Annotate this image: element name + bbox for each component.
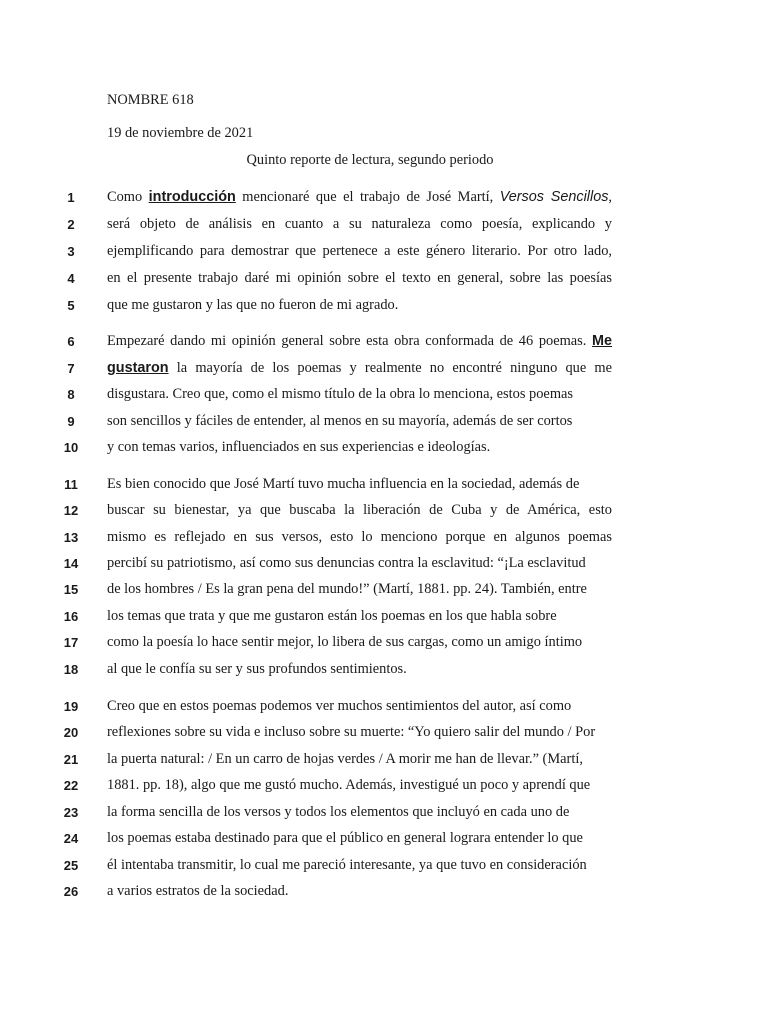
line-number: 16 — [63, 609, 79, 624]
text-line — [0, 777, 768, 804]
highlighted-word: gustaron — [107, 360, 169, 376]
line-text: buscar su bienestar, ya que buscaba la liberación de Cuba y de América, esto — [107, 502, 612, 518]
line-text: mismo es reflejado en sus versos, esto lo menciono porque en algunos poemas — [107, 529, 612, 545]
line-text: los poemas estaba destinado para que el público en general lograra entender lo que — [107, 830, 583, 846]
text-line — [0, 360, 768, 387]
text-line — [0, 270, 768, 297]
line-text: son sencillos y fáciles de entender, al menos en su mayoría, además de ser cortos — [107, 413, 573, 429]
report-date: 19 de noviembre de 2021 — [107, 125, 254, 141]
line-number: 17 — [63, 635, 79, 650]
line-text: Creo que en estos poemas podemos ver muchos sentimientos del autor, así como — [107, 698, 572, 714]
line-number: 11 — [64, 477, 78, 492]
line-number: 1 — [67, 190, 75, 205]
text-line — [0, 857, 768, 884]
line-number: 13 — [63, 530, 79, 545]
text-line — [0, 581, 768, 608]
line-number: 6 — [67, 334, 75, 349]
line-number: 12 — [63, 503, 79, 518]
line-text: al que le confía su ser y sus profundos sentimientos. — [107, 661, 407, 677]
line-number: 10 — [63, 440, 79, 455]
line-text: Empezaré dando mi opinión general sobre esta obra conformada de 46 poemas. Me — [107, 333, 612, 349]
line-number: 23 — [63, 805, 79, 820]
highlighted-word: Me — [592, 333, 612, 349]
line-number: 3 — [67, 244, 75, 259]
line-number: 2 — [67, 217, 75, 232]
text-line — [0, 724, 768, 751]
text-line — [0, 883, 768, 910]
line-number: 8 — [67, 387, 75, 402]
text-line — [0, 502, 768, 529]
book-title: Versos Sencillos — [499, 189, 609, 205]
text-line — [0, 297, 768, 324]
text-line — [0, 751, 768, 778]
text-line — [0, 243, 768, 270]
line-text: la forma sencilla de los versos y todos los elementos que incluyó en cada uno de — [107, 804, 570, 820]
line-number: 4 — [67, 271, 75, 286]
line-text: él intentaba transmitir, lo cual me pareció interesante, ya que tuvo en consideración — [107, 857, 587, 873]
text-line — [0, 634, 768, 661]
line-number: 18 — [63, 662, 79, 677]
line-text: de los hombres / Es la gran pena del mundo!” (Martí, 1881. pp. 24). También, entre — [107, 581, 587, 597]
line-number: 5 — [67, 298, 75, 313]
line-text: la puerta natural: / En un carro de hojas verdes / A morir me han de llevar.” (Martí, — [107, 751, 583, 767]
line-number: 26 — [63, 884, 79, 899]
text-line — [0, 830, 768, 857]
line-text: que me gustaron y las que no fueron de mi agrado. — [107, 297, 399, 313]
line-number: 9 — [67, 414, 75, 429]
text-line — [0, 333, 768, 360]
line-number: 14 — [63, 556, 79, 571]
line-number: 24 — [63, 831, 79, 846]
text-line — [0, 189, 768, 216]
line-text: en el presente trabajo daré mi opinión sobre el texto en general, sobre las poesías — [107, 270, 612, 286]
line-number: 22 — [63, 778, 79, 793]
student-name: NOMBRE 618 — [107, 92, 194, 108]
highlighted-word: introducción — [148, 189, 236, 205]
text-line — [0, 698, 768, 725]
line-text: Como introducción mencionaré que el trabajo de José Martí, Versos Sencillos, — [107, 189, 612, 205]
line-number: 15 — [63, 582, 79, 597]
line-text: gustaron la mayoría de los poemas y realmente no encontré ninguno que me — [107, 360, 612, 376]
line-text: ejemplificando para demostrar que pertenece a este género literario. Por otro lado, — [107, 243, 612, 259]
line-text: los temas que trata y que me gustaron están los poemas en los que habla sobre — [107, 608, 557, 624]
line-text: como la poesía lo hace sentir mejor, lo libera de sus cargas, como un amigo íntimo — [107, 634, 583, 650]
line-text: y con temas varios, influenciados en sus experiencias e ideologías. — [107, 439, 491, 455]
text-line — [0, 661, 768, 688]
text-line — [0, 608, 768, 635]
line-text: 1881. pp. 18), algo que me gustó mucho. Además, investigué un poco y aprendí que — [107, 777, 591, 793]
line-number: 19 — [63, 699, 79, 714]
text-line — [0, 529, 768, 556]
text-line — [0, 386, 768, 413]
line-text: Es bien conocido que José Martí tuvo mucha influencia en la sociedad, además de — [107, 476, 580, 492]
text-line — [0, 413, 768, 440]
line-text: percibí su patriotismo, así como sus denuncias contra la esclavitud: “¡La esclavitud — [107, 555, 586, 571]
text-line — [0, 216, 768, 243]
line-text: disgustara. Creo que, como el mismo título de la obra lo menciona, estos poemas — [107, 386, 573, 402]
line-text: a varios estratos de la sociedad. — [107, 883, 289, 899]
line-number: 25 — [63, 858, 79, 873]
line-number: 7 — [67, 361, 75, 376]
text-line — [0, 555, 768, 582]
report-title: Quinto reporte de lectura, segundo periodo — [246, 152, 494, 168]
text-line — [0, 804, 768, 831]
line-text: será objeto de análisis en cuanto a su naturaleza como poesía, explicando y — [107, 216, 612, 232]
text-line — [0, 439, 768, 466]
line-number: 20 — [63, 725, 79, 740]
text-line — [0, 476, 768, 503]
line-text: reflexiones sobre su vida e incluso sobre su muerte: “Yo quiero salir del mundo / Por — [107, 724, 596, 740]
line-number: 21 — [63, 752, 79, 767]
